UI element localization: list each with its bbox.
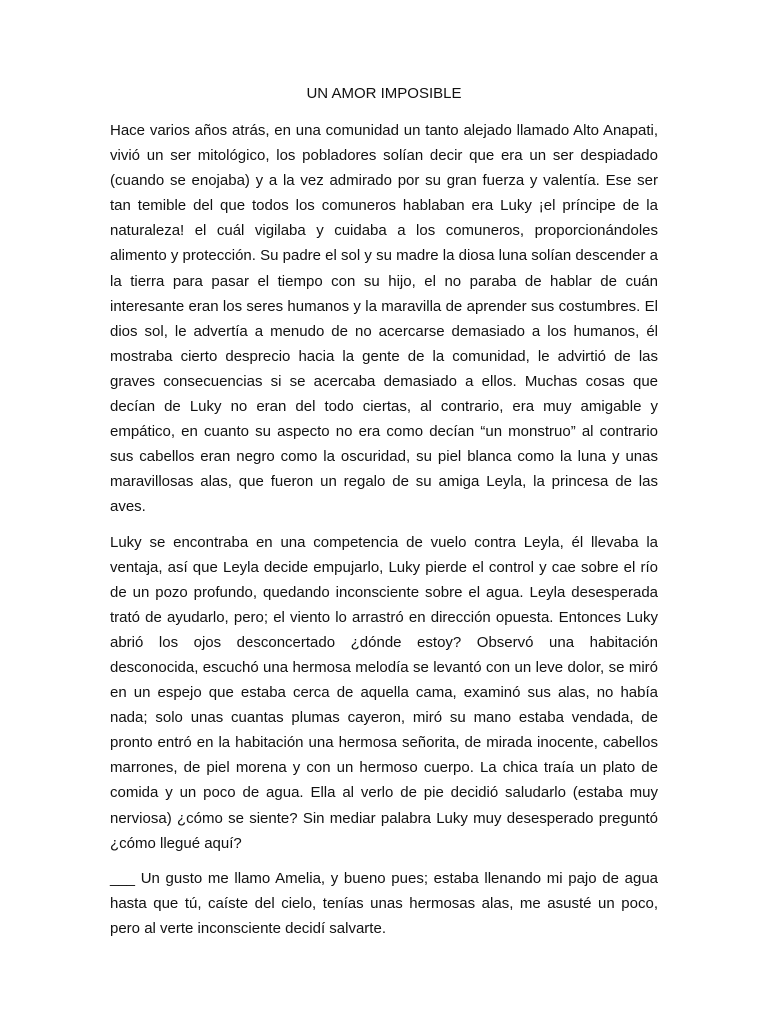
paragraph-1: Hace varios años atrás, en una comunidad un tanto alejado llamado Alto Anapati, vivió un ser mitológico, los pobladores solían decir que era un ser despiadado (cuando se enojaba) y a la vez admirado por su gran fuerza y valentía. Ese ser tan temible del que todos los comuneros hablaban era Luky ¡el príncipe de la naturaleza! el cuál vigilaba y cuidaba a los comuneros, proporcionándoles alimento y protección. Su padre el sol y su madre la diosa luna solían descender a la tierra para pasar el tiempo con su hijo, el no paraba de hablar de cuán interesante eran los seres humanos y la maravilla de aprender sus costumbres. El dios sol, le advertía a menudo de no acercarse demasiado a los humanos, él mostraba cierto desprecio hacia la gente de la comunidad, le advirtió de las graves consecuencias si se acercaba demasiado a ellos. Muchas cosas que decían de Luky no eran del todo ciertas, al contrario, era muy amigable y empático, en cuanto su aspecto no era como decían “un monstruo” al contrario sus cabellos eran negro como la oscuridad, su piel blanca como la luna y unas maravillosas alas, que fueron un regalo de su amiga Leyla, la princesa de las aves. [110, 122, 658, 516]
document-body [110, 118, 658, 951]
document-title: UN AMOR IMPOSIBLE [306, 85, 462, 102]
paragraph-2: Luky se encontraba en una competencia de vuelo contra Leyla, él llevaba la ventaja, así que Leyla decide empujarlo, Luky pierde el control y cae sobre el río de un pozo profundo, quedando inconsciente sobre el agua. Leyla desesperada trató de ayudarlo, pero; el viento lo arrastró en dirección opuesta. Entonces Luky abrió los ojos desconcertado ¿dónde estoy? Observó una habitación desconocida, escuchó una hermosa melodía se levantó con un leve dolor, se miró en un espejo que estaba cerca de aquella cama, examinó sus alas, no había nada; solo unas cuantas plumas cayeron, miró su mano estaba vendada, de pronto entró en la habitación una hermosa señorita, de mirada inocente, cabellos marrones, de piel morena y con un hermoso cuerpo. La chica traía un plato de comida y un poco de agua. Ella al verlo de pie decidió saludarlo (estaba muy nerviosa) ¿cómo se siente? Sin mediar palabra Luky muy desesperado preguntó ¿cómo llegué aquí? [110, 533, 658, 852]
paragraph-3: ___ Un gusto me llamo Amelia, y bueno pues; estaba llenando mi pajo de agua hasta que tú, caíste del cielo, tenías unas hermosas alas, me asusté un poco, pero al verte inconsciente decidí salvarte. [110, 869, 658, 937]
